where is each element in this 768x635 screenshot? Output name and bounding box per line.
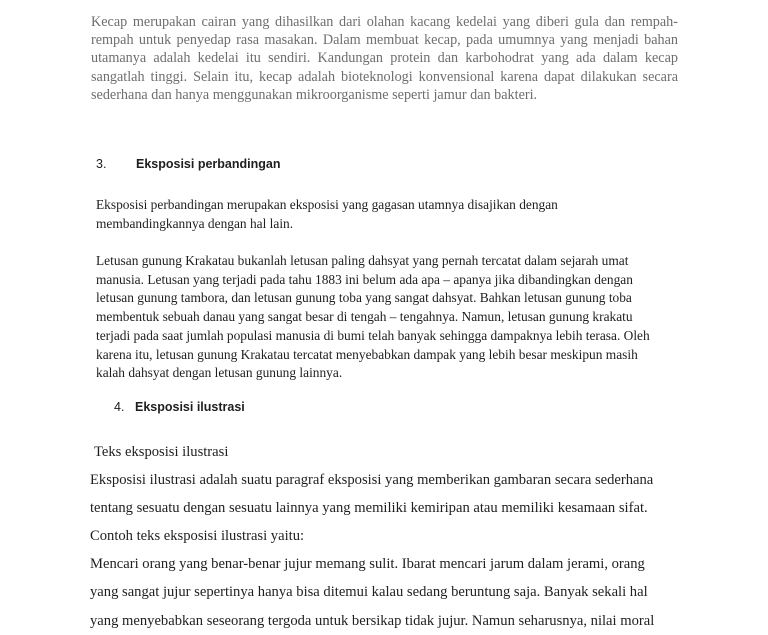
- paragraph-kecap: Kecap merupakan cairan yang dihasilkan dari olahan kacang kedelai yang diberi gula dan rempah-rempah untuk penyedap rasa masakan. Dalam membuat kecap, pada umumnya yang menjadi bahan utamanya adalah kedelai itu sendiri. Kandungan protein dan karbohodrat yang ada dalam kecap sangatlah tinggi. Selain itu, kecap adalah bioteknologi konvensional karena dapat dilakukan secara sederhana dan hanya menggunakan mikroorganisme seperti jamur dan bakteri.: [91, 14, 678, 103]
- section-4-example-intro: Contoh teks eksposisi ilustrasi yaitu:: [90, 528, 305, 544]
- section-3-definition: [96, 196, 676, 233]
- example-line: manusia. Letusan yang terjadi pada tahu 1883 ini belum ada apa – apanya jika dibandingkan dengan: [96, 271, 633, 287]
- example-line: terjadi pada saat jumlah populasi manusia di bumi telah banyak sehingga dampaknya lebih terasa. Oleh: [96, 327, 650, 343]
- section-3-number: 3.: [96, 157, 107, 171]
- section-3-example: [96, 252, 676, 383]
- definition-line: Eksposisi perbandingan merupakan eksposisi yang gagasan utamnya disajikan dengan: [96, 197, 558, 212]
- example-line: letusan gunung tambora, dan letusan gunung toba yang sangat dahsyat. Bahkan letusan gunung toba: [96, 290, 632, 306]
- example-line: karena itu, letusan gunung Krakatau tercatat menyebabkan dampak yang lebih besar meskipun masih: [96, 346, 638, 362]
- section-3-title: Eksposisi perbandingan: [136, 157, 281, 171]
- definition-line: tentang sesuatu dengan sesuatu lainnya yang memiliki kemiripan atau memiliki kesamaan sifat.: [90, 500, 648, 517]
- example-line: yang menyebabkan seseorang tergoda untuk bersikap tidak jujur. Namun seharusnya, nilai moral: [90, 612, 655, 629]
- example-line: yang sangat jujur sepertinya hanya bisa ditemui kalau sedang beruntung saja. Banyak sekali hal: [90, 584, 648, 601]
- section-4-title: Eksposisi ilustrasi: [135, 400, 245, 414]
- section-4-number: 4.: [114, 400, 125, 414]
- definition-line: membandingkannya dengan hal lain.: [96, 215, 294, 231]
- section-4-definition: [90, 466, 690, 523]
- section-4-subtitle: Teks eksposisi ilustrasi: [94, 444, 229, 460]
- section-4-example: [90, 550, 690, 635]
- example-line: Mencari orang yang benar-benar jujur memang sulit. Ibarat mencari jarum dalam jerami, orang: [90, 556, 645, 572]
- example-line: kalah dahsyat dengan letusan gunung lainnya.: [96, 365, 343, 381]
- example-line: Letusan gunung Krakatau bukanlah letusan paling dahsyat yang pernah tercatat dalam sejarah umat: [96, 253, 629, 268]
- definition-line: Eksposisi ilustrasi adalah suatu paragraf eksposisi yang memberikan gambaran secara sederhana: [90, 472, 654, 488]
- example-line: membentuk sebuah danau yang sangat besar di tengah – tengahnya. Namun, letusan gunung krakatu: [96, 309, 633, 325]
